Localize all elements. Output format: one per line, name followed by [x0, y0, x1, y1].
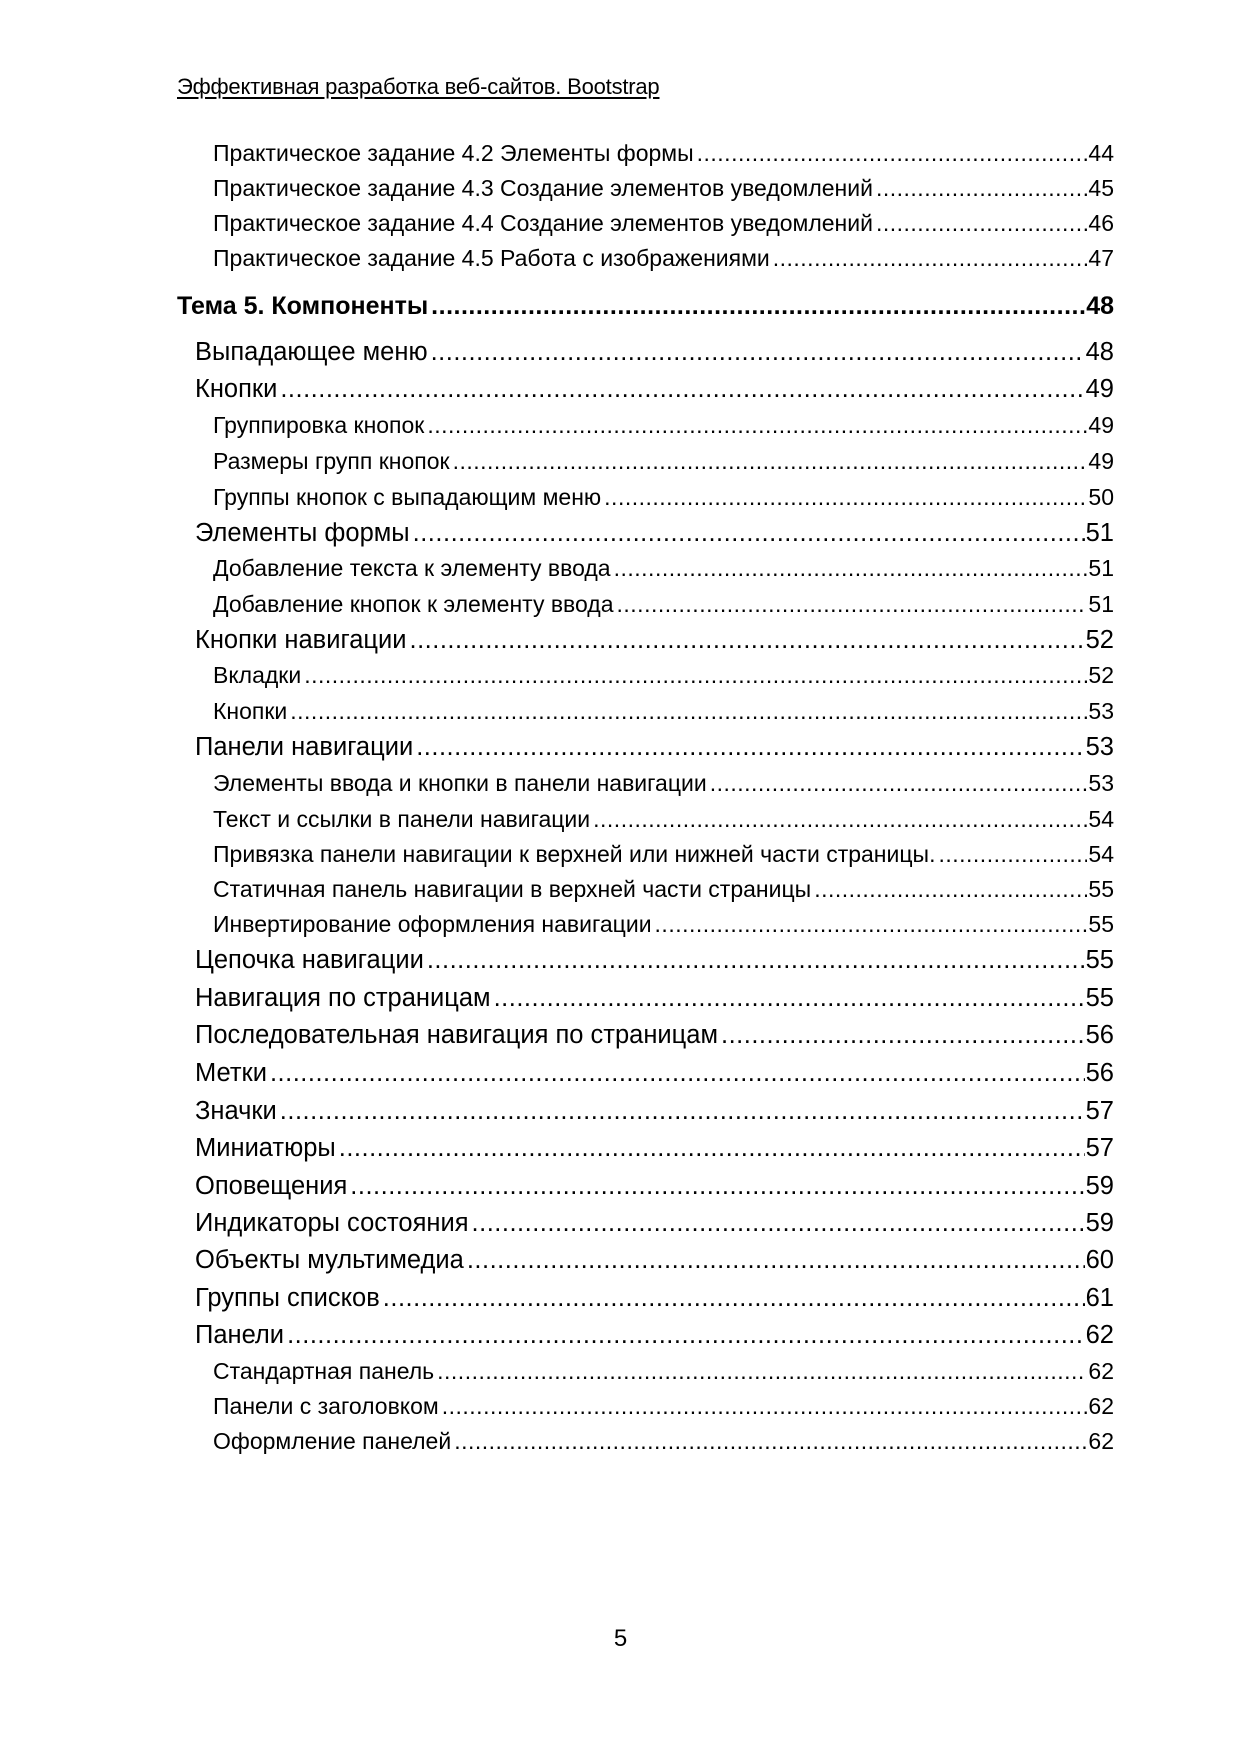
toc-entry-page: 55	[1085, 984, 1114, 1012]
dot-leader	[280, 375, 1084, 404]
toc-entry-title: Размеры групп кнопок	[213, 448, 450, 474]
dot-leader	[427, 412, 1087, 439]
toc-entry[interactable]	[195, 1134, 1114, 1166]
toc-entry-page: 61	[1085, 1284, 1114, 1312]
toc-entry-title: Практическое задание 4.2 Элементы формы	[213, 140, 694, 166]
dot-leader	[270, 1059, 1085, 1088]
toc-entry[interactable]	[213, 484, 1114, 514]
toc-entry-title: Миниатюры	[195, 1134, 336, 1162]
dot-leader	[290, 698, 1087, 725]
dot-leader	[287, 1321, 1085, 1350]
toc-entry-page: 55	[1088, 876, 1114, 902]
toc-entry[interactable]	[213, 662, 1114, 692]
toc-entry-title: Навигация по страницам	[195, 984, 491, 1012]
dot-leader	[409, 626, 1084, 655]
toc-entry-title: Кнопки	[213, 698, 288, 724]
dot-leader	[472, 1209, 1085, 1238]
toc-entry-page: 51	[1085, 519, 1114, 547]
toc-entry-title: Метки	[195, 1059, 267, 1087]
toc-entry[interactable]	[213, 1358, 1114, 1388]
toc-entry[interactable]	[195, 626, 1114, 658]
toc-entry-title: Добавление текста к элементу ввода	[213, 555, 611, 581]
toc-entry-title: Кнопки навигации	[195, 626, 407, 654]
toc-entry-page: 49	[1088, 412, 1114, 438]
dot-leader	[442, 1393, 1088, 1420]
dot-leader	[617, 591, 1088, 618]
dot-leader	[453, 448, 1088, 475]
toc-entry-title: Элементы формы	[195, 519, 410, 547]
toc-entry[interactable]	[213, 140, 1114, 170]
toc-entry-page: 50	[1088, 484, 1114, 510]
toc-entry[interactable]	[195, 1246, 1114, 1278]
toc-entry-title: Привязка панели навигации к верхней или нижней части страницы.	[213, 841, 936, 867]
dot-leader	[697, 140, 1088, 167]
toc-entry-title: Практическое задание 4.4 Создание элементов уведомлений	[213, 210, 873, 236]
toc-entry-page: 49	[1088, 448, 1114, 474]
toc-entry[interactable]	[195, 733, 1114, 765]
dot-leader	[593, 806, 1087, 833]
toc-entry-title: Практическое задание 4.5 Работа с изображениями	[213, 245, 770, 271]
toc-entry-title: Значки	[195, 1097, 277, 1125]
dot-leader	[416, 733, 1084, 762]
toc-entry[interactable]	[195, 1209, 1114, 1241]
toc-entry[interactable]	[213, 806, 1114, 836]
toc-entry-title: Выпадающее меню	[195, 338, 428, 366]
toc-entry-page: 46	[1088, 210, 1114, 236]
toc-entry-page: 56	[1085, 1021, 1114, 1049]
toc-entry[interactable]	[213, 175, 1114, 205]
dot-leader	[304, 662, 1087, 689]
toc-entry-title: Последовательная навигация по страницам	[195, 1021, 718, 1049]
dot-leader	[814, 876, 1087, 903]
dot-leader	[773, 245, 1088, 272]
toc-entry[interactable]	[195, 984, 1114, 1016]
toc-entry[interactable]	[213, 698, 1114, 728]
toc-entry[interactable]	[213, 841, 1114, 871]
toc-entry-page: 62	[1088, 1428, 1114, 1454]
dot-leader	[427, 946, 1085, 975]
toc-entry-title: Кнопки	[195, 375, 278, 403]
dot-leader	[350, 1172, 1084, 1201]
toc-entry-page: 54	[1088, 841, 1114, 867]
toc-entry-title: Панели с заголовком	[213, 1393, 439, 1419]
toc-entry[interactable]	[213, 210, 1114, 240]
toc-entry-page: 54	[1088, 806, 1114, 832]
toc-entry-title: Панели	[195, 1321, 285, 1349]
toc-entry[interactable]	[213, 770, 1114, 800]
toc-entry-title: Группы кнопок с выпадающим меню	[213, 484, 602, 510]
toc-entry[interactable]	[213, 876, 1114, 906]
toc-entry-page: 62	[1088, 1393, 1114, 1419]
toc-entry[interactable]	[195, 519, 1114, 551]
toc-entry-page: 53	[1088, 770, 1114, 796]
toc-entry[interactable]	[195, 338, 1114, 370]
toc-entry-title: Группировка кнопок	[213, 412, 425, 438]
toc-entry-title: Индикаторы состояния	[195, 1209, 469, 1237]
toc-entry-page: 60	[1085, 1246, 1114, 1274]
toc-entry[interactable]	[195, 1284, 1114, 1316]
toc-entry-page: 49	[1085, 375, 1114, 403]
toc-entry-page: 59	[1085, 1172, 1114, 1200]
toc-entry-page: 45	[1088, 175, 1114, 201]
toc-entry[interactable]	[195, 1097, 1114, 1129]
toc-entry-page: 62	[1088, 1358, 1114, 1384]
toc-entry-page: 57	[1085, 1097, 1114, 1125]
dot-leader	[721, 1021, 1085, 1050]
toc-entry[interactable]	[213, 412, 1114, 442]
toc-entry-title: Объекты мультимедиа	[195, 1246, 464, 1274]
toc-entry[interactable]	[195, 1021, 1114, 1053]
toc-entry-title: Вкладки	[213, 662, 302, 688]
toc-entry-page: 52	[1085, 626, 1114, 654]
toc-entry[interactable]	[213, 911, 1114, 941]
dot-leader	[431, 338, 1085, 367]
dot-leader	[437, 1358, 1087, 1385]
dot-leader	[604, 484, 1087, 511]
dot-leader	[454, 1428, 1087, 1455]
running-header: Эффективная разработка веб-сайтов. Bootstrap	[177, 74, 660, 99]
toc-entry-page: 48	[1086, 292, 1114, 320]
dot-leader	[710, 770, 1088, 797]
dot-leader	[339, 1134, 1085, 1163]
toc-entry[interactable]	[213, 1428, 1114, 1458]
toc-entry[interactable]	[195, 946, 1114, 978]
dot-leader	[876, 175, 1087, 202]
dot-leader	[467, 1246, 1085, 1275]
dot-leader	[938, 841, 1087, 868]
toc-entry-title: Инвертирование оформления навигации	[213, 911, 652, 937]
toc-entry-title: Тема 5. Компоненты	[177, 292, 429, 320]
toc-entry-title: Добавление кнопок к элементу ввода	[213, 591, 614, 617]
toc-entry-title: Оповещения	[195, 1172, 348, 1200]
toc-entry-title: Статичная панель навигации в верхней части страницы	[213, 876, 812, 902]
toc-entry[interactable]	[213, 1393, 1114, 1423]
toc-entry-page: 52	[1088, 662, 1114, 688]
toc-entry-title: Элементы ввода и кнопки в панели навигации	[213, 770, 707, 796]
toc-entry-page: 53	[1085, 733, 1114, 761]
toc-entry-page: 55	[1085, 946, 1114, 974]
toc-entry-page: 53	[1088, 698, 1114, 724]
toc-entry[interactable]	[213, 245, 1114, 275]
toc-entry[interactable]	[213, 555, 1114, 585]
toc-entry[interactable]	[195, 1059, 1114, 1091]
toc-entry[interactable]	[195, 1321, 1114, 1353]
toc-entry-title: Группы списков	[195, 1284, 380, 1312]
dot-leader	[494, 984, 1085, 1013]
dot-leader	[413, 519, 1085, 548]
dot-leader	[383, 1284, 1085, 1313]
toc-entry-title: Текст и ссылки в панели навигации	[213, 806, 591, 832]
toc-entry[interactable]	[213, 448, 1114, 478]
toc-entry[interactable]	[177, 292, 1114, 324]
dot-leader	[431, 292, 1085, 321]
dot-leader	[280, 1097, 1085, 1126]
toc-entry-page: 51	[1088, 555, 1114, 581]
toc-entry-title: Практическое задание 4.3 Создание элементов уведомлений	[213, 175, 873, 201]
toc-entry-title: Стандартная панель	[213, 1358, 435, 1384]
toc-entry[interactable]	[213, 591, 1114, 621]
toc-entry-title: Панели навигации	[195, 733, 414, 761]
toc-entry-page: 48	[1085, 338, 1114, 366]
toc-entry[interactable]	[195, 1172, 1114, 1204]
toc-entry-page: 62	[1085, 1321, 1114, 1349]
toc-entry-page: 59	[1085, 1209, 1114, 1237]
dot-leader	[655, 911, 1088, 938]
toc-entry-page: 56	[1085, 1059, 1114, 1087]
toc-entry-title: Оформление панелей	[213, 1428, 452, 1454]
toc-entry-page: 47	[1088, 245, 1114, 271]
toc-entry-page: 51	[1088, 591, 1114, 617]
page-number: 5	[613, 1625, 628, 1652]
toc-entry-page: 57	[1085, 1134, 1114, 1162]
toc-entry[interactable]	[195, 375, 1114, 407]
toc-entry-page: 55	[1088, 911, 1114, 937]
dot-leader	[876, 210, 1087, 237]
dot-leader	[614, 555, 1088, 582]
toc-entry-page: 44	[1088, 140, 1114, 166]
toc-entry-title: Цепочка навигации	[195, 946, 424, 974]
